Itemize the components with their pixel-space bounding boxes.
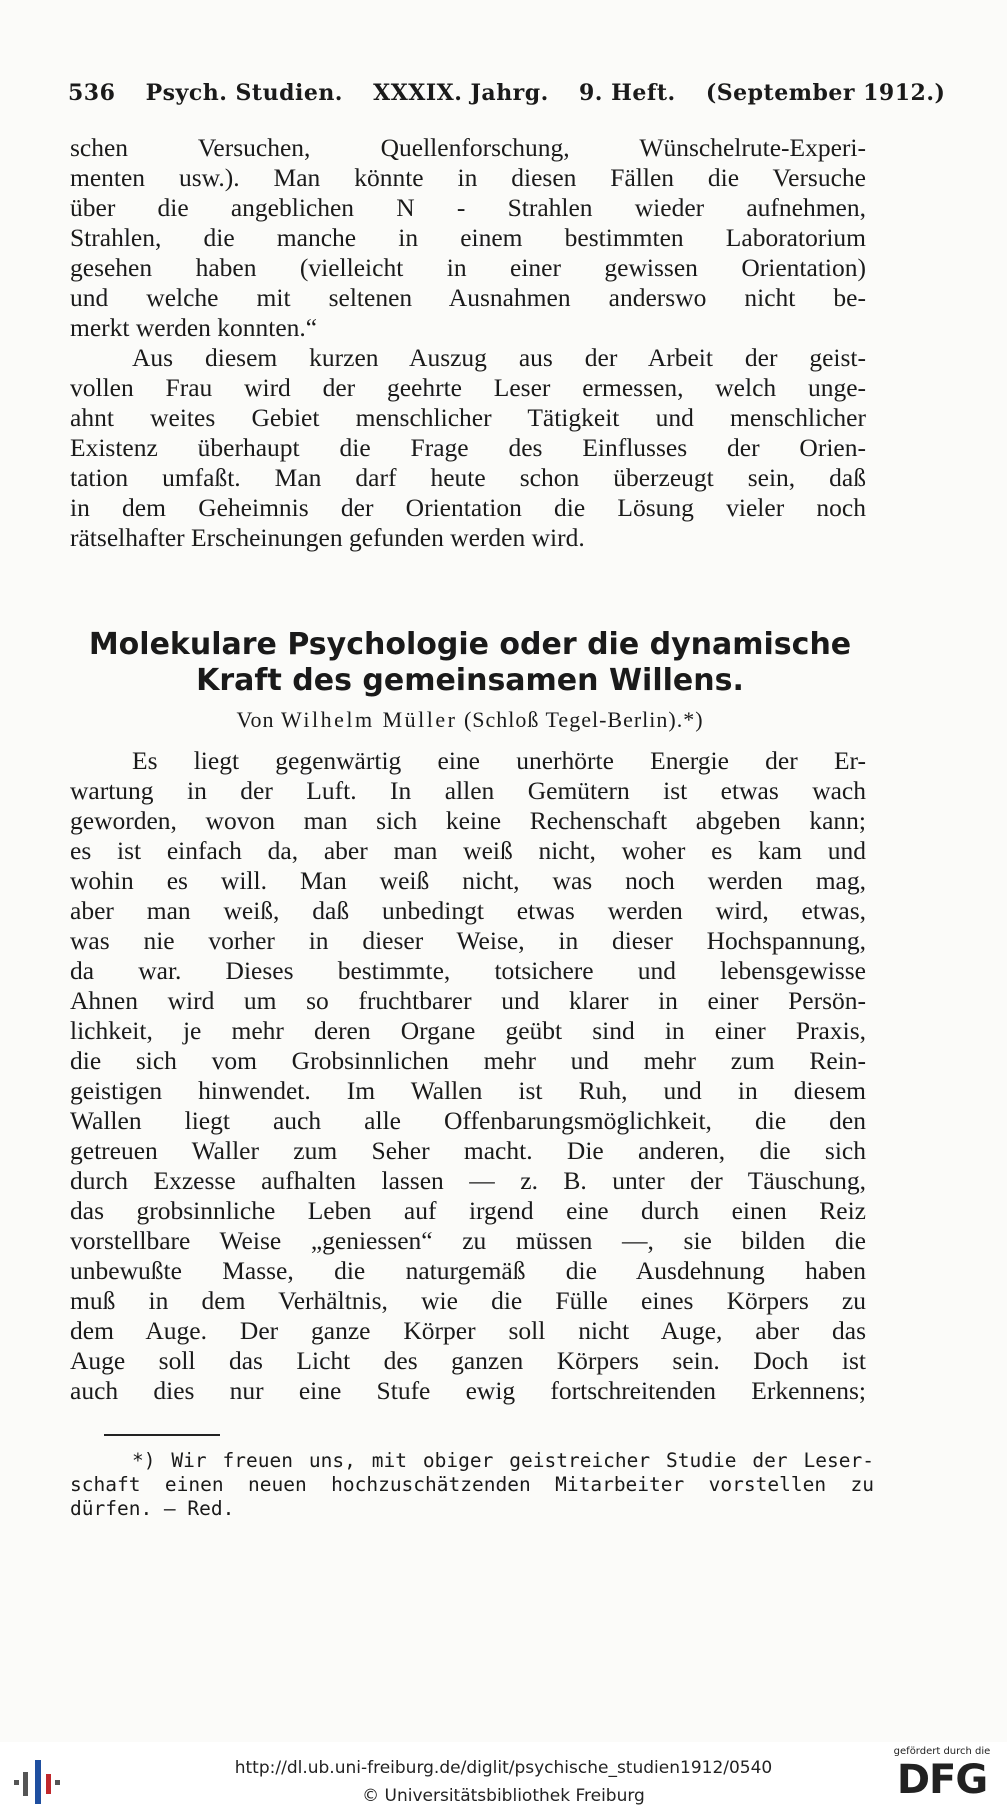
text-line: in dem Geheimnis der Orientation die Lösung vieler noch <box>70 493 866 522</box>
text-line: Ahnen wird um so fruchtbarer und klarer in einer Persön- <box>70 986 866 1015</box>
text-line: muß in dem Verhältnis, wie die Fülle eines Körpers zu <box>70 1286 866 1315</box>
text-line: wartung in der Luft. In allen Gemütern ist etwas wach <box>70 776 866 805</box>
text-line: getreuen Waller zum Seher macht. Die anderen, die sich <box>70 1136 866 1165</box>
issue-date: (September 1912.) <box>705 80 946 106</box>
text-line: geworden, wovon man sich keine Rechenschaft abgeben kann; <box>70 806 866 835</box>
dfg-logo <box>887 1746 997 1810</box>
footnote <box>70 1449 874 1521</box>
text-line: Strahlen, die manche in einem bestimmten Laboratorium <box>70 223 866 252</box>
text-line: gesehen haben (vielleicht in einer gewissen Orientation) <box>70 253 866 282</box>
author-prefix: Von <box>236 707 275 732</box>
article-author <box>70 707 870 733</box>
text-line: rätselhafter Erscheinungen gefunden werden wird. <box>70 523 585 552</box>
viewer-footer <box>0 1742 1007 1814</box>
text-line: das grobsinnliche Leben auf irgend eine durch einen Reiz <box>70 1196 866 1225</box>
paragraph-summary <box>70 343 866 553</box>
copyright-notice: © Universitätsbibliothek Freiburg <box>362 1786 645 1806</box>
text-line: vorstellbare Weise „geniessen“ zu müssen —, sie bilden die <box>70 1226 866 1255</box>
article-body <box>70 746 866 1406</box>
text-line: ahnt weites Gebiet menschlicher Tätigkeit und menschlicher <box>70 403 866 432</box>
text-line: wohin es will. Man weiß nicht, was noch werden mag, <box>70 866 866 895</box>
text-line: Existenz überhaupt die Frage des Einflusses der Orien- <box>70 433 866 462</box>
text-line: Es liegt gegenwärtig eine unerhörte Energie der Er- <box>132 746 866 775</box>
author-affiliation: (Schloß Tegel-Berlin).*) <box>463 707 704 732</box>
text-line: da war. Dieses bestimmte, totsichere und lebensgewisse <box>70 956 866 985</box>
footnote-line: schaft einen neuen hochzuschätzenden Mitarbeiter vorstellen zu <box>70 1473 874 1496</box>
footnote-line: *) Wir freuen uns, mit obiger geistreicher Studie der Leser- <box>132 1449 874 1472</box>
library-logo-icon <box>10 1754 66 1810</box>
text-line: vollen Frau wird der geehrte Leser ermessen, welch unge- <box>70 373 866 402</box>
text-line: Auge soll das Licht des ganzen Körpers sein. Doch ist <box>70 1346 866 1375</box>
text-line: tation umfaßt. Man darf heute schon überzeugt sein, daß <box>70 463 866 492</box>
article-title-line-1: Molekulare Psychologie oder die dynamische <box>88 627 852 662</box>
text-line: menten usw.). Man könnte in diesen Fällen die Versuche <box>70 163 866 192</box>
article-title <box>70 627 870 699</box>
dfg-wordmark: DFG <box>896 1757 988 1803</box>
text-line: dem Auge. Der ganze Körper soll nicht Auge, aber das <box>70 1316 866 1345</box>
footnote-divider <box>104 1434 220 1436</box>
text-line: merkt werden konnten.“ <box>70 313 318 342</box>
running-header <box>68 80 946 106</box>
journal-name: Psych. Studien. <box>145 80 343 106</box>
volume-label: XXXIX. Jahrg. <box>373 80 549 106</box>
text-line: durch Exzesse aufhalten lassen — z. B. unter der Täuschung, <box>70 1166 866 1195</box>
text-line: Wallen liegt auch alle Offenbarungsmöglichkeit, die den <box>70 1106 866 1135</box>
footnote-line: dürfen. — Red. <box>70 1497 235 1520</box>
permalink-url[interactable]: http://dl.ub.uni-freiburg.de/diglit/psychische_studien1912/0540 <box>234 1758 773 1778</box>
text-line: es ist einfach da, aber man weiß nicht, woher es kam und <box>70 836 866 865</box>
article-title-line-2: Kraft des gemeinsamen Willens. <box>196 663 744 698</box>
text-line: aber man weiß, daß unbedingt etwas werden wird, etwas, <box>70 896 866 925</box>
text-line: was nie vorher in dieser Weise, in dieser Hochspannung, <box>70 926 866 955</box>
text-line: lichkeit, je mehr deren Organe geübt sind in einer Praxis, <box>70 1016 866 1045</box>
text-line: Aus diesem kurzen Auszug aus der Arbeit der geist- <box>132 343 866 372</box>
text-line: auch dies nur eine Stufe ewig fortschreitenden Erkennens; <box>70 1376 866 1405</box>
paragraph-continuation <box>70 133 866 343</box>
text-line: schen Versuchen, Quellenforschung, Wünschelrute-Experi- <box>70 133 866 162</box>
text-line: über die angeblichen N - Strahlen wieder aufnehmen, <box>70 193 866 222</box>
dfg-tagline: gefördert durch die <box>893 1746 991 1757</box>
text-line: geistigen hinwendet. Im Wallen ist Ruh, und in diesem <box>70 1076 866 1105</box>
text-line: und welche mit seltenen Ausnahmen anderswo nicht be- <box>70 283 866 312</box>
page-number: 536 <box>68 80 116 106</box>
text-line: unbewußte Masse, die naturgemäß die Ausdehnung haben <box>70 1256 866 1285</box>
author-name: Wilhelm Müller <box>281 707 458 732</box>
text-line: die sich vom Grobsinnlichen mehr und mehr zum Rein- <box>70 1046 866 1075</box>
issue-label: 9. Heft. <box>579 80 676 106</box>
